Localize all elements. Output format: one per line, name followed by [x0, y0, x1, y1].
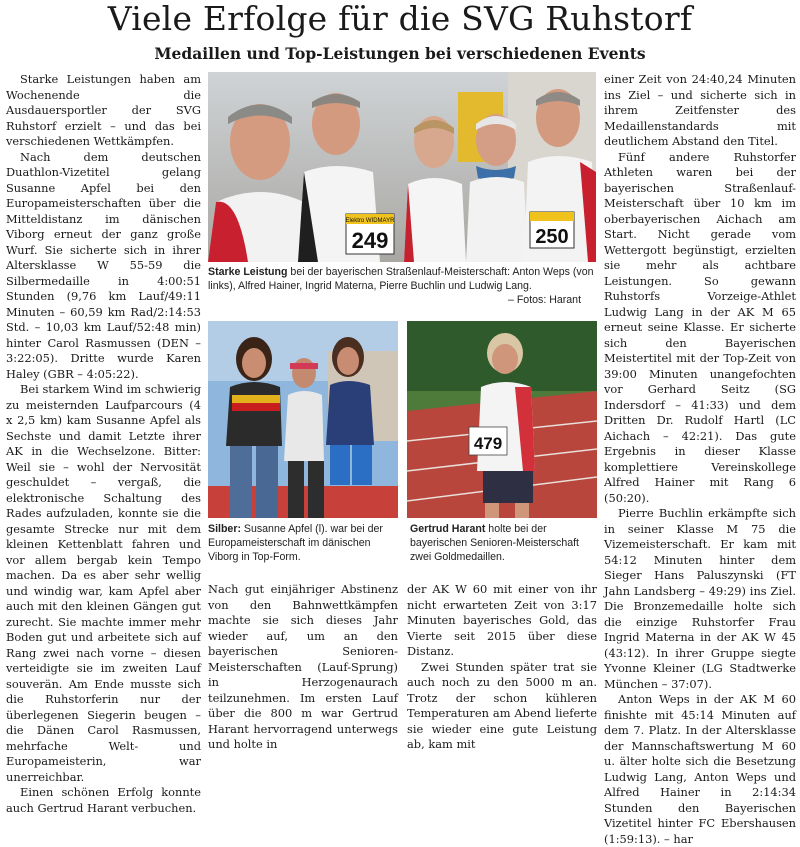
- photo-credit: – Fotos: Harant: [508, 294, 582, 306]
- caption-text: Susanne Apfel (l). war bei der Europameisterschaft im dänischen Viborg in Top-Form.: [208, 523, 383, 563]
- article-column-4: [604, 72, 796, 847]
- paragraph: Fünf andere Ruhstorfer Athleten waren bei der bayerischen Straßenlauf-Meisterschaft über 10 km im oberbayerischen Aichach am Start. Nicht gerade vom Wettergott begünstigt, erzielten sie mehr als achtbare Leistungen. So gewann Ruhstorfs Vorzeige-Athlet Ludwig Lang in der AK M 65 erneut seine Klasse. Er sicherte sich den Bayerischen Meistertitel mit der Top-Zeit von 39:00 Minuten unangefochten vor Gerhard Seitz (SG Indersdorf – 41:33) und dem Dritten Dr. Rudolf Hartl (LC Aichach – 42:21). Das gute Ergebnis in dieser Klasse komplettiere Vereinskollege Alfred Hainer mit Rang 6 (50:20).: [604, 149, 796, 505]
- photo-susanne-apfel: [208, 321, 398, 518]
- paragraph: Pierre Buchlin erkämpfte sich in seiner Klasse M 75 die Vizemeisterschaft. Er kam mit 54:12 Minuten hinter dem Sieger Hans Paluszynski (FT Jahn Landsberg – 49:29) ins Ziel. Die Bronzemedaille holte sich die einzige Ruhstorfer Frau Ingrid Materna in der AK W 45 (43:12). In ihrer Gruppe siegte Yvonne Kleiner (LG Stadtwerke München – 37:07).: [604, 506, 796, 691]
- caption-bold: Silber:: [208, 523, 241, 535]
- race-bib-479: 479: [473, 434, 503, 453]
- caption-text: bei der bayerischen Straßenlauf-Meisterschaft: Anton Weps (von links), Alfred Hainer, Ingrid Materna, Pierre Buchlin und Ludwig Lang.: [208, 266, 594, 292]
- paragraph: einer Zeit von 24:40,24 Minuten ins Ziel – und sicherte sich in ihrem Zeitfenster des Medaillenstandards mit deutlichem Abstand den Titel.: [604, 72, 796, 148]
- photo-caption-apfel: [208, 522, 398, 564]
- paragraph: Anton Weps in der AK M 60 finishte mit 45:14 Minuten auf dem 7. Platz. In der Altersklasse der Mannschaftswertung M 60 u. älter holte sich die Besetzung Ludwig Lang, Anton Weps und Alfred Hainer in 2:14:34 Stunden den Bayerischen Vizetitel hinter FC Ebershausen (1:59:13). – har: [604, 692, 796, 846]
- article-column-1: [6, 72, 201, 816]
- paragraph: Starke Leistungen haben am Wochenende die Ausdauersportler der SVG Ruhstorf erzielt – und das bei verschiedenen Wettkämpfen.: [6, 72, 201, 148]
- paragraph: Nach dem deutschen Duathlon-Vizetitel gelang Susanne Apfel bei den Europameisterschaften über die Mitteldistanz im dänischen Viborg erneut der ganz große Wurf. Sie sicherte sich in ihrer Altersklasse W 55-59 die Silbermedaille in 4:00:51 Stunden (9,76 km Lauf/49:11 Minuten – 60,59 km Rad/2:14:53 Std. – 10,03 km Lauf/52:48 min) hinter Carol Rasmussen (DEN – 3:22:05). Dritte wurde Karen Haley (GBR – 4:05:22).: [6, 149, 201, 381]
- subheadline: Medaillen und Top-Leistungen bei verschiedenen Events: [154, 44, 646, 63]
- race-bib-249: 249: [351, 228, 389, 253]
- paragraph: Zwei Stunden später trat sie auch noch zu den 5000 m an. Trotz der schon kühleren Temperaturen am Abend lieferte sie wieder eine gute Leistung ab, kam mit: [407, 659, 597, 751]
- paragraph: Nach gut einjähriger Abstinenz von den Bahnwettkämpfen machte sie sich dieses Jahr wieder auf, um an den bayerischen Senioren-Meisterschaften (Lauf-Sprung) in Herzogenaurach teilzunehmen. Im ersten Lauf über die 800 m war Gertrud Harant hervorragend unterwegs und holte in: [208, 582, 398, 751]
- headline: Viele Erfolge für die SVG Ruhstorf: [107, 0, 693, 38]
- caption-text: holte bei der bayerischen Senioren-Meisterschaft zwei Goldmedaillen.: [410, 523, 579, 563]
- caption-bold: Starke Leistung: [208, 266, 288, 278]
- photo-caption-harant: [410, 522, 596, 564]
- article-column-2: [208, 582, 398, 753]
- photo-gertrud-harant: [407, 321, 597, 518]
- photo-caption-group: [208, 265, 596, 293]
- paragraph: Bei starkem Wind im schwierig zu meisternden Laufparcours (4 x 2,5 km) kam Susanne Apfel als Sechste und damit Letzte ihrer AK in die Wechselzone. Bitter: Weil sie – wohl der Nervosität geschuldet – vergaß, die elektronische Schaltung des Rades aufzuladen, konnte sie die gesamte Strecke nur mit dem kleinen Kettenblatt fahren und vor allem bergab kein Tempo machen. Da es aber sehr wellig und windig war, kam Apfel aber auch mit den kleinen Gängen gut zurecht. Sie machte immer mehr Boden gut und arbeitete sich auf Rang zwei nach vorne – diesen verteidigte sie im zweiten Lauf souverän. Am Ende musste sich die Ruhstorferin nur der überlegenen Siegerin beugen – die Dänen Carol Rasmussen, mehrfache Welt- und Europameisterin, war unerreichbar.: [6, 382, 201, 784]
- race-bib-250: 250: [535, 226, 569, 248]
- paragraph: Einen schönen Erfolg konnte auch Gertrud Harant verbuchen.: [6, 785, 201, 815]
- caption-bold: Gertrud Harant: [410, 523, 486, 535]
- paragraph: der AK W 60 mit einer von ihr nicht erwarteten Zeit von 3:17 Minuten bayerisches Gold, das Vierte seit 2015 über diese Distanz.: [407, 582, 597, 658]
- bib-sponsor: Elektro WIDMAYR: [345, 218, 395, 224]
- photo-runners-group: [208, 72, 596, 262]
- article-column-3: [407, 582, 597, 753]
